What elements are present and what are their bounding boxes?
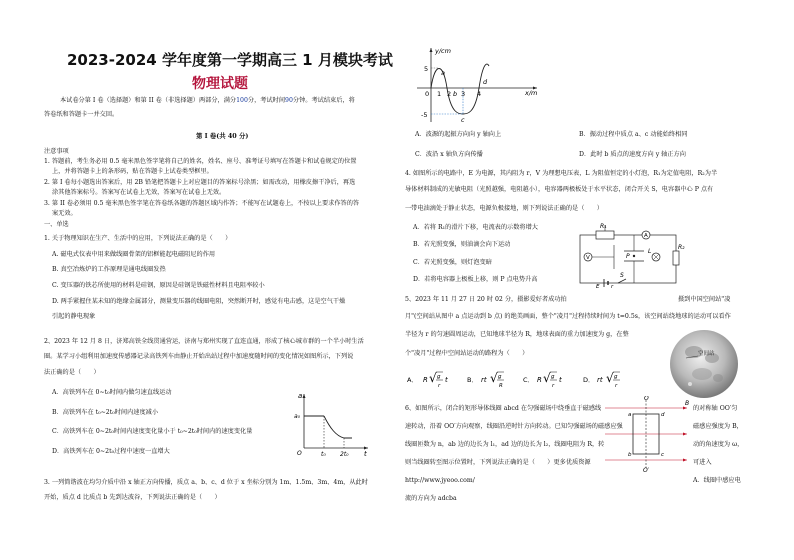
moon-mare-4: [713, 374, 723, 382]
q5-option-c-num: g: [551, 374, 555, 380]
wave-point-b: b: [453, 90, 458, 98]
intro-line-2: 答卷纸和答题卡一并交回。: [44, 111, 119, 118]
q1-stem: 1. 关于物理知识在生产、生活中的应用，下列说法正确的是（ ）: [44, 235, 232, 242]
graph-x-label: t: [364, 450, 367, 458]
notes-heading: 注意事项: [44, 148, 69, 155]
q5-option-b-label: B．: [467, 376, 478, 384]
label-r: r: [611, 284, 614, 289]
notes-item: 涂其他答案标号。答案写在试卷上无效，答案写在试卷上无效。: [52, 189, 226, 196]
q2-option-a: A．高铁列车在 0~t₀时间内做匀速直线运动: [52, 389, 172, 396]
graph-decreasing-segment: [324, 416, 352, 438]
q3-option-d: D．此时 b 质点的速度方向 y 轴正方向: [579, 151, 686, 158]
moon-mare-3: [692, 368, 712, 380]
resistor-r1: [596, 231, 614, 239]
intro-line-1: 本试卷分第 I 卷（选择题）和第 II 卷（非选择题）两部分，满分100分，考试时间90分钟。考试结束后，将: [60, 97, 355, 104]
q5-option-c-t: t: [559, 376, 562, 384]
exam-time: 90: [285, 97, 293, 104]
q1-option-d: D. 两手紧握住某未知的绝缘金属部分，测量变压器的线圈电阻，突然断开时，感觉有电击感，这是空气干燥: [52, 298, 346, 305]
wave-x-tick: 4: [477, 90, 482, 98]
part1-label: 第 I 卷(共 40 分): [196, 132, 249, 140]
q2-option-c: C．高铁列车在 0~2t₀时间内速度变化量小于 t₀~2t₀时间内的速度变化量: [52, 428, 253, 435]
q5-option-a-num: g: [437, 374, 441, 380]
graph-origin: O: [297, 450, 302, 457]
q6-stem-3: 线圈匝数为 n，ab 边的边长为 l₁，ad 边的边长为 l₂，线圈电阻为 R，转: [405, 441, 605, 448]
q2-stem-3: 法正确的是（ ）: [44, 369, 100, 376]
q5-stem-3: 半径为 r 的匀速圆周运动，已知地球半径为 R，地球表面的重力加速度为 g，在整: [405, 331, 629, 338]
q5-option-c-sqrt: √: [543, 371, 551, 385]
label-r2: R₂: [678, 244, 685, 251]
q2-stem-2: 圈。某学习小组利用加速度传感器记录高铁列车由静止开始出站过程中加速度随时间的变化情况如图所示，下列说: [44, 353, 354, 360]
q5-option-a-t: t: [445, 376, 448, 384]
label-v: V: [586, 255, 590, 261]
q4-option-a: A．若将 R₁的滑片下移，电流表的示数将增大: [413, 224, 538, 231]
q5-option-a-label: A．: [407, 376, 418, 384]
wave-point-a: a: [441, 69, 445, 77]
oil-drop-p: [633, 255, 635, 257]
wave-point-c: c: [461, 116, 465, 124]
switch-s: [618, 279, 626, 283]
total-score: 100: [236, 97, 248, 104]
q2-option-d: D．高铁列车在 0~2t₀过程中速度一直增大: [52, 448, 170, 455]
wave-y-tick: -5: [421, 111, 428, 119]
wave-x-tick: 0: [425, 90, 430, 98]
q5-options: [405, 366, 667, 392]
notes-item: 案无效。: [52, 210, 77, 217]
q5-option-c-den: r: [552, 383, 555, 389]
q1-option-c: C. 变压器的铁芯所使用的材料是硅钢，原因是硅钢是铁磁性材料且电阻率较小: [52, 282, 265, 289]
exam-subtitle: 物理试题: [192, 76, 248, 92]
wave-x-tick: 1: [437, 90, 442, 98]
q5-option-a-den: r: [438, 383, 441, 389]
wave-x-tick: 3: [461, 90, 466, 98]
wave-x-tick: 2: [447, 90, 452, 98]
wave-y-tick: 5: [424, 65, 429, 73]
q5-option-b-den: R: [499, 383, 503, 389]
q5-option-c-r: R: [537, 376, 542, 384]
q4-stem-3: 一带电油滴处于静止状态，电源负极接地，则下列说法正确的是（ ）: [405, 205, 603, 212]
y-axis-arrow: [430, 48, 433, 52]
q6-option-a: A．线圈中感应电: [693, 477, 741, 484]
q3-option-c: C．波沿 x 轴负方向传播: [415, 151, 483, 158]
exam-title: 2023-2024 学年度第一学期高三 1 月模块考试: [67, 51, 393, 69]
q4-option-d: D．若将电容器上极板上移，则 P 点电势升高: [413, 276, 538, 283]
moon-photo: [668, 328, 740, 400]
q5-option-a-r: R: [423, 376, 428, 384]
label-o-top: O: [644, 396, 649, 402]
q3-option-b: B．振动过程中质点 a、c 动能始终相同: [579, 131, 688, 138]
q2-acceleration-graph: [292, 388, 372, 458]
graph-y-tick: a₀: [294, 413, 301, 420]
q5-stem-1b: 摄到中国空间站"凌: [678, 296, 731, 303]
label-b: b: [628, 452, 632, 458]
q3-stem-2: 开始，质点 d 比质点 b 先到达波谷，下列说法正确的是（ ）: [44, 494, 221, 501]
q5-option-d-den: r: [615, 383, 618, 389]
notes-item: 1. 答题前，考生务必用 0.5 毫米黑色签字笔将自己的姓名，姓名、座号、准考证号填写在答题卡和试卷规定的位置: [44, 158, 357, 165]
q5-option-d-label: D．: [583, 376, 595, 384]
q5-stem-4: 个"凌月"过程中空间站运动的路程为（ ）: [405, 350, 529, 357]
label-s: S: [620, 272, 624, 279]
q3-stem: 3. 一列简谐波在均匀介质中沿 x 轴正方向传播，质点 a、b、c、d 位于 x 坐标分别为 1m、1.5m、3m、4m，从此时: [44, 479, 368, 486]
q6-stem-6: 流的方向为 adcba: [405, 495, 457, 502]
label-a: a: [628, 412, 632, 418]
label-c: c: [661, 452, 665, 458]
q2-option-b: B．高铁列车在 t₀~2t₀时间内速度减小: [52, 409, 159, 416]
section-single-choice: 一、单选: [44, 221, 69, 228]
q5-option-b-num: g: [498, 374, 502, 380]
q6-source-link[interactable]: http://www.jyeoo.com/: [405, 477, 475, 484]
q6-stem-2b: 磁感应强度为 B，: [693, 423, 743, 430]
label-b-field: B: [685, 400, 690, 407]
q4-option-b: B．若光照变强，则油滴会向下运动: [413, 241, 511, 248]
q2-stem-1: 2、2023 年 12 月 8 日，济郑高铁全线贯通营运，济南与郑州实现了直连直通，形成了核心城市群的一个半小时生活: [44, 338, 364, 345]
q4-circuit-diagram: [574, 221, 686, 289]
q5-option-b-sqrt: √: [490, 371, 498, 385]
q3-wave-graph: [413, 44, 543, 126]
graph-x-tick: 2t₀: [340, 451, 349, 458]
q1-option-d-cont: 引起的静电现象: [52, 313, 96, 320]
q5-option-d-rt: rt: [597, 376, 603, 384]
field-arrow: [683, 459, 687, 462]
q5-stem-1: 5、2023 年 11 月 27 日 20 时 02 分，摄影爱好者成功拍: [405, 296, 567, 303]
q6-coil-diagram: [601, 396, 693, 472]
notes-item: 2. 第 I 卷每小题选出答案后，用 2B 铅笔把答题卡上对应题目的答案标号涂黑；如需改动，用橡皮擦干净后，再选: [44, 179, 356, 186]
q6-stem-4: 则当线圈转至图示位置时，下列说法正确的是（ ）更多优质资源: [405, 459, 591, 466]
label-d: d: [661, 412, 665, 418]
q5-option-b-rt: rt: [481, 376, 487, 384]
q5-option-d-num: g: [614, 374, 618, 380]
wave-x-label: x/m: [525, 89, 538, 97]
q4-option-c: C．若光照变强，则灯泡变暗: [413, 259, 492, 266]
notes-item: 3. 第 II 卷必须用 0.5 毫米黑色签字笔在答卷纸各题的答题区域内作答；不能写在试题卷上，不按以上要求作答的答: [44, 200, 360, 207]
label-a: A: [644, 233, 648, 239]
q6-stem-4b: 可进入: [693, 459, 712, 466]
label-l: L: [648, 248, 652, 255]
q1-option-a: A. 磁电式仪表中用来做线圈骨架的铝框能起电磁阻尼的作用: [52, 251, 216, 258]
q6-stem-1: 6、如图所示，闭合的矩形导体线圈 abcd 在匀强磁场中绕垂直于磁感线: [405, 405, 602, 412]
graph-y-label: a: [298, 392, 303, 400]
moon-crater: [688, 382, 692, 386]
y-axis-arrow: [303, 394, 306, 398]
field-arrow: [683, 433, 687, 436]
q5-option-c-label: C．: [523, 376, 535, 384]
label-r1: R₁: [600, 223, 607, 230]
graph-x-tick: t₀: [321, 451, 326, 458]
label-e: E: [596, 284, 600, 289]
q6-stem-1b: 的对称轴 OO′匀: [693, 405, 738, 412]
moon-label-space-station: 空间站: [698, 351, 715, 357]
wave-point-d: d: [483, 78, 488, 86]
q6-stem-3b: 动的角速度为 ω，: [693, 441, 744, 448]
q1-option-b: B. 真空冶炼炉的工作原理是通电线圈发热: [52, 266, 166, 273]
label-o-bottom: O′: [643, 467, 650, 472]
wave-y-label: y/cm: [435, 47, 451, 55]
q5-option-a-sqrt: √: [429, 371, 437, 385]
photoresistor-r2: [673, 251, 679, 265]
q5-stem-2: 月"(空间站从图中 a 点运动到 b 点) 的绝美画面，整个"凌月"过程持续时间为 t=0.5s，该空间站绕地球的运动可以看作: [405, 313, 731, 320]
moon-disc: [670, 330, 738, 398]
q5-option-d-sqrt: √: [606, 371, 614, 385]
notes-item: 上，并将答题卡上的条形码，贴在答题卡上试卷类型框里。: [52, 168, 213, 175]
label-p: P: [626, 253, 630, 260]
q6-stem-2: 速转动，沿着 OO′方向观察，线圈沿逆时针方向转动。已知匀强磁场的磁感应强: [405, 423, 623, 430]
q4-stem-2: 导体材料制成的光敏电阻（光照越强，电阻越小），电容器两极板处于水平状态，闭合开关 S，电容器中心 P 点有: [405, 186, 714, 193]
q3-option-a: A．波源的起振方向向 y 轴向上: [415, 131, 502, 138]
q4-stem-1: 4. 如图所示的电路中，E 为电源，其内阻为 r，V 为理想电压表，L 为阻值恒定的小灯泡，R₁为定值电阻，R₂为半: [405, 170, 718, 177]
